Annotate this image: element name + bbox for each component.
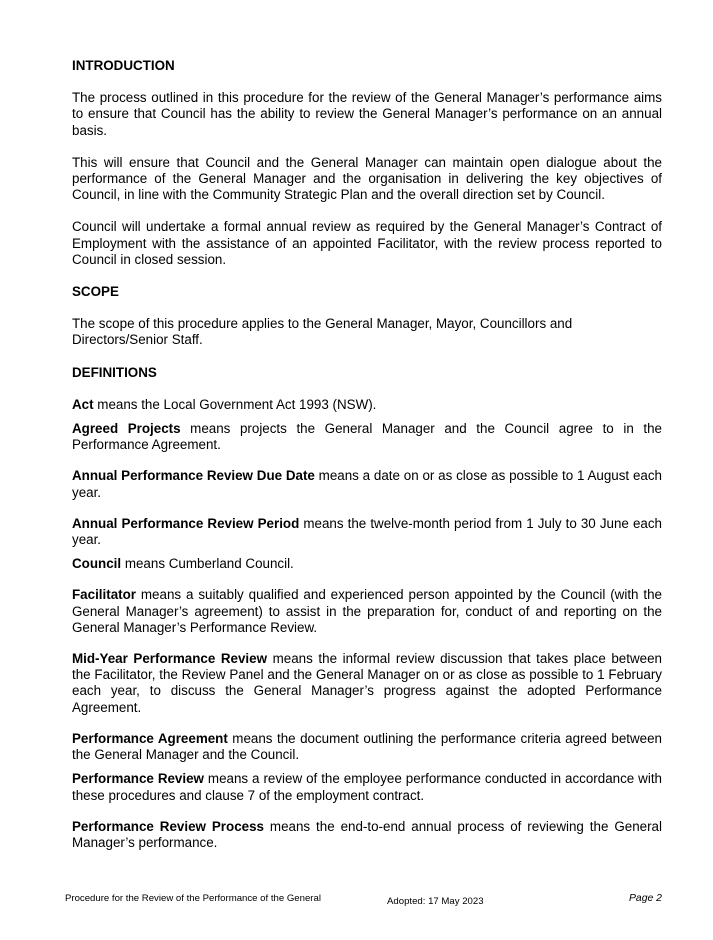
definitions-heading: DEFINITIONS xyxy=(72,364,157,380)
definition-facilitator xyxy=(72,587,662,636)
definition-term: Act xyxy=(72,396,94,412)
intro-paragraph-2: This will ensure that Council and the General Manager can maintain open dialogue about the performance of the General Manager and the organisation in delivering the key objectives of Council, in line with the Community Strategic Plan and the overall direction set by Council. xyxy=(72,154,662,203)
definition-performance-agreement xyxy=(72,731,662,763)
definition-term: Performance Review xyxy=(72,771,204,787)
definition-council xyxy=(72,556,662,572)
footer-page-number: Page 2 xyxy=(629,893,662,904)
definition-term: Council xyxy=(72,556,122,572)
definition-annual-review-due-date xyxy=(72,468,662,500)
introduction-heading: INTRODUCTION xyxy=(72,58,175,73)
footer-adopted-date: Adopted: 17 May 2023 xyxy=(387,896,484,907)
definition-term: Performance Agreement xyxy=(72,730,228,746)
definition-mid-year-review xyxy=(72,651,662,716)
definition-text: means a date on or as close as possible to 1 August each year. xyxy=(72,468,662,500)
definition-text: means the end-to-end annual process of reviewing the General Manager’s performance. xyxy=(72,818,662,850)
definition-term: Agreed Projects xyxy=(72,421,181,437)
definition-text: means Cumberland Council. xyxy=(121,556,294,572)
definition-text: means the twelve-month period from 1 July to 30 June each year. xyxy=(72,515,662,548)
definition-term: Performance Review Process xyxy=(72,818,264,834)
definition-text: means the document outlining the performance criteria agreed between the General Manager and the Council. xyxy=(72,730,662,763)
definition-term: Annual Performance Review Due Date xyxy=(72,468,315,484)
definition-text: means a review of the employee performance conducted in accordance with these procedures and clause 7 of the employment contract. xyxy=(72,771,662,803)
definition-term: Mid-Year Performance Review xyxy=(72,651,268,667)
scope-heading: SCOPE xyxy=(72,284,119,300)
definition-term: Facilitator xyxy=(72,587,136,603)
footer-document-title: Procedure for the Review of the Performance of the General xyxy=(65,893,321,904)
definition-agreed-projects xyxy=(72,421,662,453)
intro-paragraph-1: The process outlined in this procedure for the review of the General Manager’s performance aims to ensure that Council has the ability to review the General Manager’s performance on an annual basis. xyxy=(72,90,662,138)
definition-annual-review-period xyxy=(72,516,662,548)
definition-performance-review xyxy=(72,771,662,803)
definition-text: means the informal review discussion that takes place between the Facilitator, the Review Panel and the General Manager on or as close as possible to 1 February each year, to discuss the General Manager’s progress against the adopted Performance Agreement. xyxy=(72,651,662,715)
definition-performance-review-process xyxy=(72,819,662,851)
intro-paragraph-3: Council will undertake a formal annual review as required by the General Manager’s Contract of Employment with the assistance of an appointed Facilitator, with the review process reported to Council in closed session. xyxy=(72,219,662,267)
definition-term: Annual Performance Review Period xyxy=(72,515,300,531)
definition-text: means the Local Government Act 1993 (NSW). xyxy=(93,396,377,412)
definition-text: means a suitably qualified and experienced person appointed by the Council (with the General Manager’s agreement) to assist in the preparation for, conduct of and reporting on the General Manager’s Performance Review. xyxy=(72,587,662,635)
scope-paragraph: The scope of this procedure applies to the General Manager, Mayor, Councillors and Directors/Senior Staff. xyxy=(72,316,573,348)
document-body xyxy=(72,58,662,851)
definition-act xyxy=(72,397,662,413)
definition-text: means projects the General Manager and the Council agree to in the Performance Agreement. xyxy=(72,421,662,453)
